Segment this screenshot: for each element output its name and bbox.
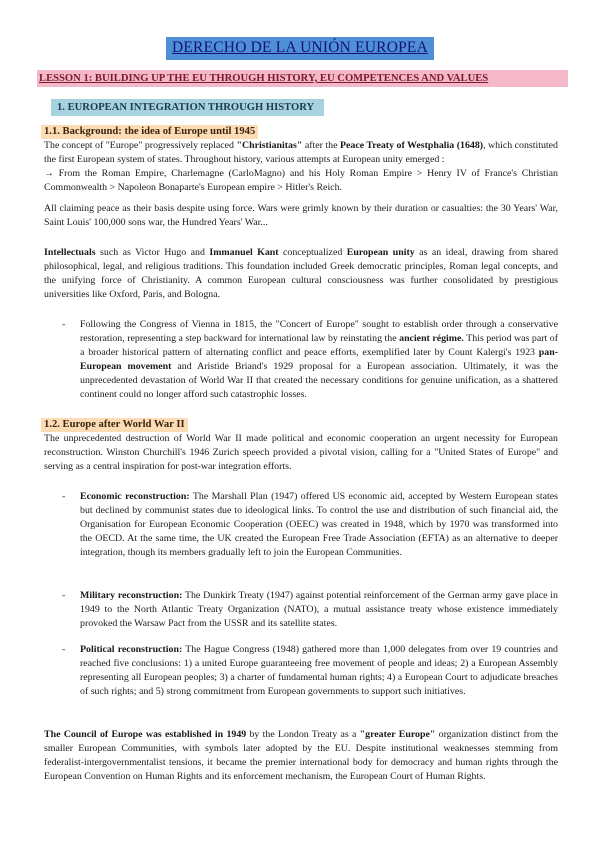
text-run: → From the Roman Empire, Charlemagne (CarloMagno) and his Holy Roman Empire > Henry IV of France's Christian Commonwealth > Napoleon Bonaparte's European empire > Hitler's Reich. bbox=[44, 168, 558, 193]
text-run: , which constituted the first European system of states. Throughout history, various attempts at European unity emerged : bbox=[44, 140, 558, 165]
document-title: DERECHO DE LA UNIÓN EUROPEA bbox=[166, 37, 434, 60]
bullet-label: Military reconstruction: bbox=[80, 590, 183, 601]
lesson-heading: LESSON 1: BUILDING UP THE EU THROUGH HISTORY, EU COMPETENCES AND VALUES bbox=[37, 70, 568, 87]
bullet-dash: - bbox=[62, 491, 66, 502]
bullet-political bbox=[80, 643, 558, 699]
text-run: organization distinct from the smaller European Communities, with symbols later adopted by the EU. Despite institutional weaknesses stemming from federalist-intergovernmentalist tensions, it became the premier international body for democracy and human rights through the European Convention on Human Rights and its enforcement mechanism, the European Court of Human Rights. bbox=[44, 729, 558, 782]
text-run: The Marshall Plan (1947) offered US economic aid, accepted by Western European states but declined by communist states due to ideological links. To control the use and distribution of such financial aid, the Organisation for European Economic Cooperation (OEEC) was created in 1948, which by 1970 was transformed into the OECD. At the same time, the UK created the European Free Trade Association (EFTA) as an alternative to deeper integration, though its members gradually left to join the European Communities. bbox=[80, 491, 558, 558]
bold-text: Peace Treaty of Westphalia (1648) bbox=[339, 140, 484, 151]
text-run: The Dunkirk Treaty (1947) against potential reinforcement of the German army gave place in 1949 to the North Atlantic Treaty Organization (NATO), a mutual assistance treaty whose existence immediately provoked the Warsaw Pact from the USSR and its satellite states. bbox=[80, 590, 558, 629]
bold-text: "greater Europe" bbox=[359, 729, 436, 740]
text-run: This period was part of a broader historical pattern of alternating conflict and peace efforts, exemplified later by Count Kalergi's 1923 bbox=[80, 333, 558, 358]
bullet-dash: - bbox=[62, 319, 66, 330]
text-run: The concept of "Europe" progressively replaced bbox=[44, 140, 237, 151]
bullet-economic bbox=[80, 490, 558, 560]
paragraph-council bbox=[44, 728, 558, 784]
section-heading: 1. EUROPEAN INTEGRATION THROUGH HISTORY bbox=[51, 99, 324, 116]
bold-text: ancient régime. bbox=[399, 333, 464, 344]
subsection-heading: 1.2. Europe after World War II bbox=[41, 418, 188, 432]
paragraph-westphalia bbox=[44, 139, 558, 195]
bullet-vienna bbox=[80, 318, 558, 402]
text-run: Following the Congress of Vienna in 1815, the "Concert of Europe" sought to establish order through a conservative restoration, representing a step backward for international law by reinstating the bbox=[80, 319, 558, 344]
bold-text: pan-European movement bbox=[80, 347, 558, 372]
bold-text: European unity bbox=[346, 247, 415, 258]
paragraph-ww2: The unprecedented destruction of World War II made political and economic cooperation an urgent necessity for European reconstruction. Winston Churchill's 1946 Zurich speech provided a pivotal vision, calling for a "United States of Europe" and serving as a central inspiration for post-war integration efforts. bbox=[44, 433, 558, 472]
bold-text: Intellectuals bbox=[44, 247, 96, 258]
bold-text: The Council of Europe was established in 1949 bbox=[44, 729, 247, 740]
subsection-heading: 1.1. Background: the idea of Europe until 1945 bbox=[41, 125, 258, 139]
bold-text: Immanuel Kant bbox=[209, 247, 279, 258]
text-run: The Hague Congress (1948) gathered more than 1,000 delegates from over 19 countries and reached five conclusions: 1) a united Europe guaranteeing free movement of people and ideas; 2) a European Assembly representing all European peoples; 3) a charter of fundamental human rights; 4) a European Court to adjudicate breaches of such rights; and 5) strong commitment from European governments to support such initiatives. bbox=[80, 644, 558, 697]
text-run: as an ideal, drawing from shared philosophical, legal, and religious traditions. This foundation included Greek democratic principles, Roman legal concepts, and the unifying force of Christianity. A common European cultural consciousness was further consolidated by prestigious universities like Oxford, Paris, and Bologna. bbox=[44, 247, 559, 300]
text-run: by the London Treaty as a bbox=[246, 729, 360, 740]
paragraph-intellectuals bbox=[44, 246, 558, 302]
title-container bbox=[0, 37, 600, 60]
bullet-label: Economic reconstruction: bbox=[80, 491, 190, 502]
bullet-dash: - bbox=[62, 644, 66, 655]
paragraph-wars: All claiming peace as their basis despite using force. Wars were grimly known by their duration or casualties: the 30 Years' War, Saint Louis' 100,000 sons war, the Hundred Years' War... bbox=[44, 203, 558, 228]
bold-text: "Christianitas" bbox=[236, 140, 303, 151]
bullet-dash: - bbox=[62, 590, 66, 601]
text-run: conceptualized bbox=[278, 247, 347, 258]
bullet-label: Political reconstruction: bbox=[80, 644, 183, 655]
bullet-military bbox=[80, 589, 558, 631]
text-run: such as Victor Hugo and bbox=[95, 247, 210, 258]
text-run: and Aristide Briand's 1929 proposal for a European association. Ultimately, it was the unprecedented devastation of World War II that created the necessary conditions for genuine unification, as a shattered continent could no longer afford such catastrophic losses. bbox=[80, 361, 558, 400]
text-run: after the bbox=[302, 140, 340, 151]
